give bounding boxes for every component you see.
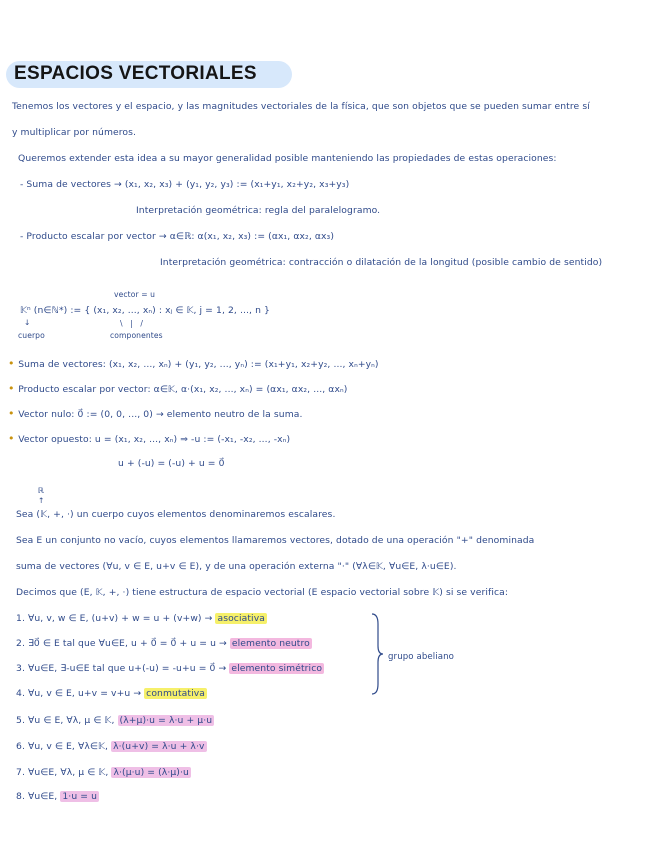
- producto-r3: - Producto escalar por vector → α∈ℝ: α(x₁, x₂, x₃) := (αx₁, αx₂, αx₃): [20, 231, 335, 242]
- bullet-icon: •: [8, 357, 19, 370]
- axiom-6: [16, 741, 207, 752]
- axiom-2-text: 2. ∃0⃗ ∈ E tal que ∀u∈E, u + 0⃗ = 0⃗ + u = u →: [16, 638, 227, 649]
- axiom-5-text: 5. ∀u ∈ E, ∀λ, μ ∈ 𝕂,: [16, 715, 115, 726]
- def-line-3: Decimos que (E, 𝕂, +, ·) tiene estructura de espacio vectorial (E espacio vectorial sobre 𝕂) si se verifica:: [16, 587, 509, 598]
- bullet-icon: •: [8, 382, 19, 395]
- suma-interpretacion: Interpretación geométrica: regla del paralelogramo.: [136, 205, 381, 216]
- grupo-abeliano-label: grupo abeliano: [388, 652, 455, 662]
- rn-opuesto: [8, 432, 290, 445]
- def-cuerpo: Sea (𝕂, +, ·) un cuerpo cuyos elementos denominaremos escalares.: [16, 509, 336, 520]
- rn-producto: [8, 382, 347, 395]
- axiom-2: [16, 638, 312, 649]
- suma-r3: - Suma de vectores → (x₁, x₂, x₃) + (y₁, y₂, y₃) := (x₁+y₁, x₂+y₂, x₃+y₃): [20, 179, 350, 190]
- rn-opuesto-eq: u + (-u) = (-u) + u = 0⃗: [118, 458, 225, 469]
- componentes-label: componentes: [110, 331, 163, 340]
- rn-suma-text: Suma de vectores: (x₁, x₂, ..., xₙ) + (y₁, y₂, ..., yₙ) := (x₁+y₁, x₂+y₂, ..., xₙ+yₙ): [18, 359, 379, 370]
- rn-opuesto-text: Vector opuesto: u = (x₁, x₂, ..., xₙ) ⇒ -u := (-x₁, -x₂, ..., -xₙ): [18, 434, 291, 445]
- axiom-5: [16, 715, 214, 726]
- axiom-6-text: 6. ∀u, v ∈ E, ∀λ∈𝕂,: [16, 741, 109, 752]
- vector-label: vector = u: [114, 290, 156, 299]
- def-line-2: suma de vectores (∀u, v ∈ E, u+v ∈ E), y de una operación externa "·" (∀λ∈𝕂, ∀u∈E, λ·u∈E).: [16, 561, 457, 572]
- axiom-3-text: 3. ∀u∈E, ∃-u∈E tal que u+(-u) = -u+u = 0⃗ →: [16, 663, 227, 674]
- rn-definition: 𝕂ⁿ (n∈ℕ*) := { (x₁, x₂, ..., xₙ) : xⱼ ∈ 𝕂, j = 1, 2, ..., n }: [20, 305, 270, 316]
- right-brace-icon: [370, 612, 384, 696]
- axiom-8-tag: 1·u = u: [62, 791, 98, 802]
- axiom-3: [16, 663, 324, 674]
- axiom-4: [16, 688, 207, 699]
- componentes-arrows: \ | /: [120, 319, 144, 328]
- axiom-2-tag: elemento neutro: [231, 638, 310, 649]
- rn-producto-text: Producto escalar por vector: α∈𝕂, α·(x₁, x₂, ..., xₙ) = (αx₁, αx₂, ..., αxₙ): [18, 384, 348, 395]
- bullet-icon: •: [8, 407, 19, 420]
- axiom-4-tag: conmutativa: [146, 688, 205, 699]
- arrow-up-icon: ↑: [38, 496, 45, 505]
- def-line-1: Sea E un conjunto no vacío, cuyos elementos llamaremos vectores, dotado de una operación "+" denominada: [16, 535, 535, 546]
- arrow-down-icon: ↓: [24, 318, 31, 327]
- axiom-4-text: 4. ∀u, v ∈ E, u+v = v+u →: [16, 688, 142, 699]
- rn-nulo-note: → elemento neutro de la suma.: [155, 409, 303, 420]
- axiom-6-tag: λ·(u+v) = λ·u + λ·v: [113, 741, 205, 752]
- bullet-icon: •: [8, 432, 19, 445]
- intro-line-2: y multiplicar por números.: [12, 127, 137, 138]
- axiom-3-tag: elemento simétrico: [231, 663, 323, 674]
- rn-nulo: [8, 407, 303, 420]
- page-title: ESPACIOS VECTORIALES: [14, 63, 257, 84]
- producto-interpretacion: Interpretación geométrica: contracción o dilatación de la longitud (posible cambio de sentido): [160, 257, 603, 268]
- axiom-7-tag: λ·(μ·u) = (λ·μ)·u: [113, 767, 189, 778]
- axiom-7: [16, 767, 191, 778]
- axiom-8: [16, 791, 99, 802]
- intro-line-3: Queremos extender esta idea a su mayor generalidad posible manteniendo las propiedades de estas operaciones:: [18, 153, 557, 164]
- axiom-1-text: 1. ∀u, v, w ∈ E, (u+v) + w = u + (v+w) →: [16, 613, 213, 624]
- intro-line-1: Tenemos los vectores y el espacio, y las magnitudes vectoriales de la física, que son objetos que se pueden sumar entre sí: [12, 101, 590, 112]
- rn-nulo-value: 0⃗ := (0, 0, ..., 0): [77, 409, 153, 420]
- rn-nulo-label: Vector nulo:: [18, 409, 75, 420]
- axiom-7-text: 7. ∀u∈E, ∀λ, μ ∈ 𝕂,: [16, 767, 109, 778]
- rn-suma: [8, 357, 379, 370]
- axiom-5-tag: (λ+μ)·u = λ·u + μ·u: [119, 715, 213, 726]
- axiom-1: [16, 613, 267, 624]
- r-label: ℝ: [38, 486, 45, 495]
- axiom-8-text: 8. ∀u∈E,: [16, 791, 58, 802]
- cuerpo-label: cuerpo: [18, 331, 45, 340]
- axiom-1-tag: asociativa: [217, 613, 265, 624]
